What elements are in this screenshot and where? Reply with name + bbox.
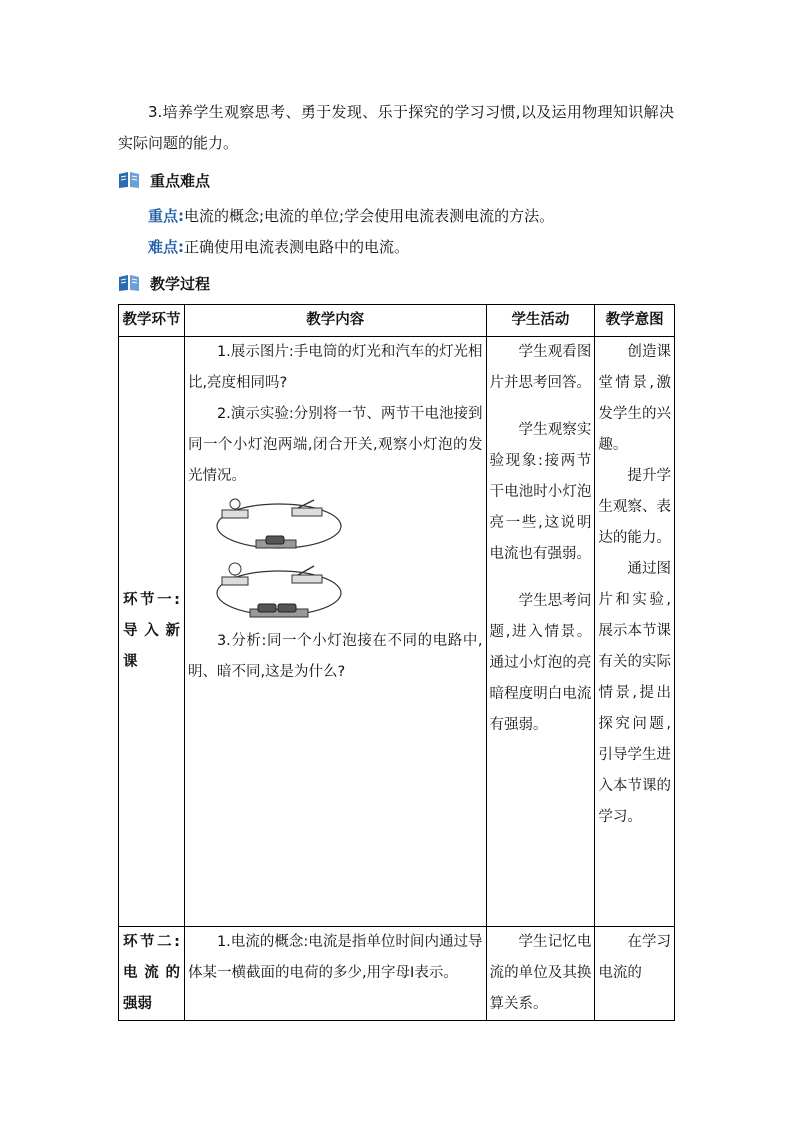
intent-item: 通过图片和实验,展示本节课有关的实际情景,提出探究问题,引导学生进入本节课的学习。 [598,561,671,825]
circuit-one-battery-figure [214,496,344,556]
intent-item: 创造课堂情景,激发学生的兴趣。 [598,344,671,453]
intent-cell [595,337,675,927]
focus-line [118,201,674,232]
header-activity: 学生活动 [486,305,595,337]
section-title-process: 教学过程 [150,274,211,293]
activity-item: 学生观看图片并思考回答。 [489,344,592,391]
intent-item: 在学习电流的 [598,934,671,981]
section-title-key-points: 重点难点 [150,171,211,190]
activity-item: 学生思考问题,进入情景。通过小灯泡的亮暗程度明白电流有强弱。 [489,593,592,733]
section-book-icon [118,171,140,189]
content-item: 1.电流的概念:电流是指单位时间内通过导体某一横截面的电荷的多少,用字母I表示。 [187,934,483,981]
activity-cell [486,927,595,1021]
activity-cell [486,337,595,927]
focus-label: 重点: [148,207,184,225]
intro-item-3: 3.培养学生观察思考、勇于发现、乐于探究的学习习惯,以及运用物理知识解决实际问题的能力。 [118,103,674,152]
focus-text: 电流的概念;电流的单位;学会使用电流表测电流的方法。 [184,207,555,225]
intent-item: 提升学生观察、表达的能力。 [598,468,671,546]
content-item: 2.演示实验:分别将一节、两节干电池接到同一个小灯泡两端,闭合开关,观察小灯泡的发光情况。 [187,406,483,484]
activity-item: 学生记忆电流的单位及其换算关系。 [489,934,592,1012]
table-header-row [119,305,675,337]
circuit-two-battery-figure [214,560,344,626]
content-cell [184,927,486,1021]
intent-cell [595,927,675,1021]
difficulty-label: 难点: [148,238,184,256]
activity-item: 学生观察实验现象:接两节干电池时小灯泡亮一些,这说明电流也有强弱。 [489,422,592,562]
stage-cell: 环节二:电流的强弱 [119,927,185,1021]
header-intent: 教学意图 [595,305,675,337]
header-content: 教学内容 [184,305,486,337]
stage-cell: 环节一:导入新课 [119,337,185,927]
difficulty-text: 正确使用电流表测电路中的电流。 [184,238,410,256]
table-row [119,927,675,1021]
content-item: 3.分析:同一个小灯泡接在不同的电路中,明、暗不同,这是为什么? [187,633,483,680]
section-key-points [118,169,210,191]
difficulty-line [118,232,674,263]
lesson-table [118,304,675,1021]
content-cell [184,337,486,927]
section-book-icon [118,274,140,292]
content-item: 1.展示图片:手电筒的灯光和汽车的灯光相比,亮度相同吗? [187,344,483,391]
header-stage: 教学环节 [119,305,185,337]
table-row [119,337,675,927]
section-process [118,272,210,294]
